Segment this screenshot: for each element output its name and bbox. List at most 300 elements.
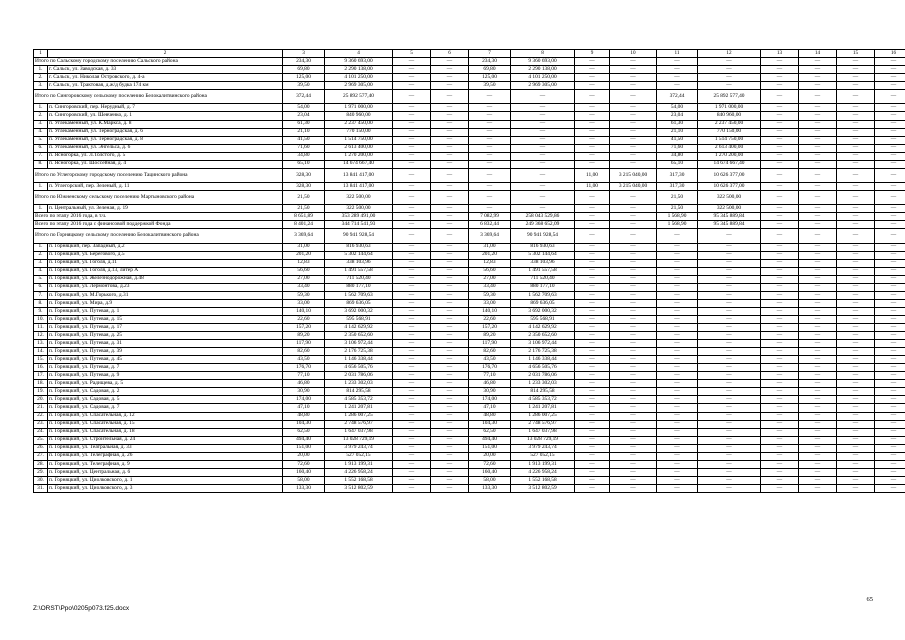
value-cell: 10 626 377,00 xyxy=(698,182,761,190)
value-cell: — xyxy=(837,468,875,476)
value-cell: — xyxy=(469,144,511,152)
value-cell: — xyxy=(698,299,761,307)
value-cell: — xyxy=(610,66,657,74)
value-cell: — xyxy=(799,120,837,128)
address-cell: п. Сингоровский, пер. Нерудный, д. 7 xyxy=(48,104,283,112)
value-cell: — xyxy=(575,315,610,323)
value-cell: — xyxy=(761,484,799,492)
address-cell: п. Ясногорка, ул. Шоссейная, д. 4 xyxy=(48,160,283,168)
value-cell: — xyxy=(393,152,431,160)
value-cell: — xyxy=(431,380,469,388)
value-cell: 595 568,91 xyxy=(325,315,393,323)
value-cell: — xyxy=(875,120,905,128)
value-cell: — xyxy=(761,356,799,364)
address-cell: п. Горняцкий, ул. Телеграфная, д. 9 xyxy=(48,460,283,468)
value-cell: 65,10 xyxy=(283,160,325,168)
value-cell: 2 613 400,00 xyxy=(325,144,393,152)
value-cell: — xyxy=(875,229,905,243)
value-cell: — xyxy=(799,460,837,468)
value-cell: — xyxy=(610,120,657,128)
value-cell: — xyxy=(511,112,575,120)
value-cell: — xyxy=(610,205,657,213)
value-cell: — xyxy=(575,243,610,251)
value-cell: — xyxy=(431,229,469,243)
row-number: 3. xyxy=(34,120,48,128)
value-cell: — xyxy=(431,299,469,307)
value-cell: — xyxy=(761,229,799,243)
value-cell: — xyxy=(875,291,905,299)
value-cell: 1 241 207,81 xyxy=(511,404,575,412)
value-cell: — xyxy=(875,348,905,356)
value-cell: — xyxy=(657,420,698,428)
value-cell: — xyxy=(393,191,431,205)
value-cell: 140,10 xyxy=(283,307,325,315)
value-cell: 1 146 338,44 xyxy=(325,356,393,364)
table-row xyxy=(34,364,905,372)
row-number: 16. xyxy=(34,364,48,372)
address-cell: п. Горняцкий, пер. Западный, д.2 xyxy=(48,243,283,251)
value-cell: — xyxy=(469,168,511,182)
value-cell: — xyxy=(698,364,761,372)
value-cell: — xyxy=(837,291,875,299)
row-number: 19. xyxy=(34,388,48,396)
value-cell: — xyxy=(610,484,657,492)
value-cell: 344 714 541,93 xyxy=(325,221,393,229)
value-cell: — xyxy=(610,191,657,205)
value-cell: — xyxy=(431,66,469,74)
value-cell: 816 930,63 xyxy=(325,243,393,251)
value-cell: — xyxy=(657,340,698,348)
value-cell: 69,80 xyxy=(283,66,325,74)
value-cell: — xyxy=(837,428,875,436)
address-cell: п. Горняцкий, ул. М.Горького, д.31 xyxy=(48,291,283,299)
value-cell: — xyxy=(431,420,469,428)
value-cell: — xyxy=(469,90,511,104)
value-cell: — xyxy=(875,396,905,404)
value-cell: — xyxy=(393,324,431,332)
value-cell: — xyxy=(761,324,799,332)
value-cell: — xyxy=(875,340,905,348)
value-cell: — xyxy=(511,191,575,205)
value-cell: — xyxy=(575,348,610,356)
value-cell: — xyxy=(761,315,799,323)
value-cell: — xyxy=(799,144,837,152)
value-cell: — xyxy=(837,396,875,404)
value-cell: — xyxy=(799,205,837,213)
row-number: 12. xyxy=(34,332,48,340)
value-cell: 11,00 xyxy=(575,182,610,190)
value-cell: — xyxy=(875,436,905,444)
address-cell: п. Горняцкий, ул. Спасательная, д. 18 xyxy=(48,428,283,436)
address-cell: п. Горняцкий, ул. Мира, д.9 xyxy=(48,299,283,307)
value-cell: — xyxy=(657,396,698,404)
address-cell: п. Горняцкий, ул. Телеграфная, д. 26 xyxy=(48,452,283,460)
value-cell: — xyxy=(431,251,469,259)
table-row xyxy=(34,299,905,307)
value-cell: 33,00 xyxy=(283,299,325,307)
value-cell: 595 568,91 xyxy=(511,315,575,323)
value-cell: — xyxy=(761,372,799,380)
value-cell: 1 568,90 xyxy=(657,221,698,229)
value-cell: — xyxy=(875,484,905,492)
value-cell: — xyxy=(431,160,469,168)
value-cell: — xyxy=(799,221,837,229)
value-cell: — xyxy=(698,275,761,283)
value-cell: — xyxy=(657,58,698,66)
value-cell: 372,44 xyxy=(657,90,698,104)
value-cell: — xyxy=(875,315,905,323)
value-cell: — xyxy=(875,128,905,136)
value-cell: — xyxy=(657,324,698,332)
value-cell: — xyxy=(657,364,698,372)
value-cell: — xyxy=(575,356,610,364)
value-cell: 1 552 168,58 xyxy=(325,476,393,484)
value-cell: — xyxy=(511,104,575,112)
value-cell: 1 286 007,25 xyxy=(511,412,575,420)
value-cell: — xyxy=(837,104,875,112)
value-cell: 72,60 xyxy=(469,460,511,468)
value-cell: — xyxy=(875,307,905,315)
value-cell: — xyxy=(431,112,469,120)
value-cell: — xyxy=(799,364,837,372)
table-row xyxy=(34,396,905,404)
value-cell: — xyxy=(698,356,761,364)
value-cell: — xyxy=(393,243,431,251)
value-cell: 174,00 xyxy=(469,396,511,404)
value-cell: 54,00 xyxy=(283,104,325,112)
row-number: 4. xyxy=(34,267,48,275)
value-cell: — xyxy=(761,191,799,205)
value-cell: — xyxy=(469,205,511,213)
value-cell: — xyxy=(610,436,657,444)
address-cell: п. Горняцкий, ул. Гоголя, д.11 xyxy=(48,259,283,267)
value-cell: 1 562 709,63 xyxy=(511,291,575,299)
row-number: 1. xyxy=(34,205,48,213)
column-number: 14 xyxy=(799,50,837,58)
value-cell: — xyxy=(761,460,799,468)
value-cell: 234,30 xyxy=(469,58,511,66)
row-number: 3. xyxy=(34,259,48,267)
value-cell: 10 626 377,00 xyxy=(698,168,761,182)
value-cell: — xyxy=(799,332,837,340)
value-cell: — xyxy=(610,229,657,243)
column-number: 1 xyxy=(34,50,48,58)
value-cell: — xyxy=(575,213,610,221)
value-cell: 328,30 xyxy=(283,182,325,190)
value-cell: 527 052,15 xyxy=(325,452,393,460)
value-cell: 7 082,99 xyxy=(469,213,511,221)
value-cell: 2 031 786,06 xyxy=(325,372,393,380)
value-cell: — xyxy=(431,348,469,356)
value-cell: 338 103,96 xyxy=(511,259,575,267)
value-cell: 21,50 xyxy=(657,191,698,205)
value-cell: — xyxy=(698,348,761,356)
value-cell: 869 636,05 xyxy=(325,299,393,307)
table-row xyxy=(34,388,905,396)
value-cell: — xyxy=(698,324,761,332)
value-cell: — xyxy=(837,283,875,291)
value-cell: — xyxy=(393,221,431,229)
value-cell: 13 841 417,00 xyxy=(325,168,393,182)
value-cell: — xyxy=(799,82,837,90)
address-cell: п. Углекаменный, ул. К.Маркса, д. 8 xyxy=(48,120,283,128)
value-cell: — xyxy=(610,460,657,468)
address-cell: п. Горняцкий, ул. Театральная, д. 33 xyxy=(48,444,283,452)
value-cell: — xyxy=(431,74,469,82)
address-cell: п. Горняцкий, ул. Строительная, д. 24 xyxy=(48,436,283,444)
value-cell: — xyxy=(393,460,431,468)
value-cell: 25 892 577,40 xyxy=(325,90,393,104)
value-cell: 95 345 889,84 xyxy=(698,221,761,229)
table-row xyxy=(34,128,905,136)
table-row xyxy=(34,205,905,213)
value-cell: 3 369,64 xyxy=(469,229,511,243)
address-cell: п. Центральный, ул. Зеленая, д. 19 xyxy=(48,205,283,213)
value-cell: — xyxy=(875,66,905,74)
value-cell: 338 103,96 xyxy=(325,259,393,267)
value-cell: 3 512 802,59 xyxy=(325,484,393,492)
value-cell: — xyxy=(469,152,511,160)
value-cell: — xyxy=(575,283,610,291)
value-cell: — xyxy=(837,436,875,444)
value-cell: 89,20 xyxy=(283,332,325,340)
value-cell: — xyxy=(393,412,431,420)
value-cell: — xyxy=(575,324,610,332)
value-cell: — xyxy=(799,251,837,259)
value-cell: — xyxy=(698,251,761,259)
value-cell: — xyxy=(761,251,799,259)
value-cell: 157,20 xyxy=(283,324,325,332)
row-number: 1. xyxy=(34,182,48,190)
address-cell: п. Горняцкий, ул. Путевая, д. 7 xyxy=(48,364,283,372)
value-cell: — xyxy=(393,275,431,283)
value-cell: 104,30 xyxy=(469,420,511,428)
value-cell: 2 290 138,00 xyxy=(325,66,393,74)
address-cell: п. Горняцкий, ул. Путевая, д. 45 xyxy=(48,356,283,364)
value-cell: — xyxy=(610,299,657,307)
value-cell: — xyxy=(610,364,657,372)
value-cell: — xyxy=(698,428,761,436)
value-cell: 4 585 353,72 xyxy=(325,396,393,404)
value-cell: — xyxy=(469,104,511,112)
row-number: 28. xyxy=(34,460,48,468)
value-cell: 14 674 667,40 xyxy=(698,160,761,168)
value-cell: 39,50 xyxy=(283,82,325,90)
value-cell: — xyxy=(837,259,875,267)
value-cell: — xyxy=(837,160,875,168)
value-cell: — xyxy=(610,267,657,275)
value-cell: 22,60 xyxy=(283,315,325,323)
value-cell: — xyxy=(698,460,761,468)
value-cell: 90 941 928,54 xyxy=(511,229,575,243)
table-row xyxy=(34,82,905,90)
table-row xyxy=(34,315,905,323)
value-cell: — xyxy=(799,213,837,221)
value-cell: — xyxy=(469,191,511,205)
value-cell: — xyxy=(575,299,610,307)
value-cell: — xyxy=(610,283,657,291)
address-cell: п. Горняцкий, ул. Садовая, д. 7 xyxy=(48,404,283,412)
value-cell: — xyxy=(875,275,905,283)
value-cell: — xyxy=(575,205,610,213)
value-cell: 157,20 xyxy=(469,324,511,332)
value-cell: — xyxy=(761,90,799,104)
value-cell: 322 500,00 xyxy=(698,191,761,205)
value-cell: — xyxy=(431,291,469,299)
value-cell: — xyxy=(799,191,837,205)
value-cell: — xyxy=(761,428,799,436)
value-cell: — xyxy=(875,420,905,428)
table-row xyxy=(34,144,905,152)
value-cell: — xyxy=(875,112,905,120)
row-number: 14. xyxy=(34,348,48,356)
value-cell: — xyxy=(761,160,799,168)
value-cell: — xyxy=(875,58,905,66)
value-cell: — xyxy=(837,332,875,340)
value-cell: — xyxy=(799,420,837,428)
value-cell: — xyxy=(575,58,610,66)
value-cell: — xyxy=(799,307,837,315)
column-number: 2 xyxy=(48,50,283,58)
value-cell: — xyxy=(575,364,610,372)
value-cell: — xyxy=(698,283,761,291)
value-cell: 58,00 xyxy=(469,476,511,484)
value-cell: — xyxy=(575,476,610,484)
value-cell: — xyxy=(575,152,610,160)
value-cell: — xyxy=(575,484,610,492)
value-cell: — xyxy=(575,420,610,428)
value-cell: — xyxy=(698,380,761,388)
value-cell: — xyxy=(431,104,469,112)
value-cell: — xyxy=(698,372,761,380)
value-cell: 2 350 652,60 xyxy=(511,332,575,340)
value-cell: — xyxy=(698,66,761,74)
value-cell: — xyxy=(610,128,657,136)
value-cell: — xyxy=(837,74,875,82)
value-cell: — xyxy=(657,404,698,412)
value-cell: 816 930,63 xyxy=(511,243,575,251)
value-cell: 1 514 750,00 xyxy=(325,136,393,144)
address-cell: п. Горняцкий, ул. Садовая, д. 5 xyxy=(48,396,283,404)
value-cell: — xyxy=(393,160,431,168)
value-cell: — xyxy=(875,136,905,144)
value-cell: — xyxy=(610,74,657,82)
value-cell: 249 368 652,09 xyxy=(511,221,575,229)
value-cell: — xyxy=(837,243,875,251)
value-cell: — xyxy=(761,444,799,452)
value-cell: — xyxy=(575,144,610,152)
value-cell: — xyxy=(875,476,905,484)
value-cell: — xyxy=(799,412,837,420)
table-row xyxy=(34,291,905,299)
value-cell: — xyxy=(875,213,905,221)
value-cell: — xyxy=(575,275,610,283)
value-cell: 372,44 xyxy=(283,90,325,104)
value-cell: — xyxy=(431,404,469,412)
address-cell: п. Горняцкий, ул. Спасательная, д. 15 xyxy=(48,420,283,428)
value-cell: — xyxy=(761,436,799,444)
value-cell: — xyxy=(575,74,610,82)
value-cell: — xyxy=(837,90,875,104)
value-cell: 62,50 xyxy=(283,428,325,436)
value-cell: — xyxy=(431,315,469,323)
value-cell: — xyxy=(393,444,431,452)
value-cell: — xyxy=(393,136,431,144)
value-cell: 328,30 xyxy=(283,168,325,182)
value-cell: 4 656 505,76 xyxy=(325,364,393,372)
value-cell: — xyxy=(698,58,761,66)
value-cell: — xyxy=(761,420,799,428)
value-cell: 125,00 xyxy=(283,74,325,82)
value-cell: — xyxy=(431,324,469,332)
value-cell: — xyxy=(761,388,799,396)
header-row xyxy=(34,50,905,58)
value-cell: — xyxy=(799,275,837,283)
value-cell: — xyxy=(875,372,905,380)
value-cell: — xyxy=(875,267,905,275)
value-cell: 25 892 577,40 xyxy=(698,90,761,104)
value-cell: — xyxy=(610,380,657,388)
value-cell: 77,10 xyxy=(283,372,325,380)
value-cell: — xyxy=(575,332,610,340)
table-row xyxy=(34,283,905,291)
value-cell: — xyxy=(575,160,610,168)
value-cell: — xyxy=(575,436,610,444)
value-cell: — xyxy=(837,213,875,221)
value-cell: — xyxy=(837,460,875,468)
address-cell: п. Горняцкий, ул. Берегового, д.5 xyxy=(48,251,283,259)
value-cell: — xyxy=(761,299,799,307)
value-cell: — xyxy=(837,66,875,74)
value-cell: — xyxy=(837,168,875,182)
value-cell: — xyxy=(431,412,469,420)
value-cell: 33,00 xyxy=(469,299,511,307)
value-cell: — xyxy=(610,160,657,168)
value-cell: — xyxy=(431,356,469,364)
row-number: 30. xyxy=(34,476,48,484)
value-cell: — xyxy=(657,356,698,364)
value-cell: — xyxy=(837,205,875,213)
column-number: 10 xyxy=(610,50,657,58)
value-cell: — xyxy=(393,348,431,356)
value-cell: — xyxy=(575,191,610,205)
value-cell: — xyxy=(875,160,905,168)
table-row xyxy=(34,120,905,128)
value-cell: — xyxy=(761,275,799,283)
table-row xyxy=(34,66,905,74)
value-cell: — xyxy=(799,168,837,182)
value-cell: — xyxy=(610,444,657,452)
value-cell: — xyxy=(761,380,799,388)
value-cell: 82,60 xyxy=(283,348,325,356)
value-cell: — xyxy=(575,128,610,136)
value-cell: 46,80 xyxy=(283,380,325,388)
address-cell: п. Горняцкий, ул. Путевая, д. 17 xyxy=(48,324,283,332)
value-cell: — xyxy=(431,428,469,436)
value-cell: 71,60 xyxy=(657,144,698,152)
value-cell: 104,30 xyxy=(283,420,325,428)
file-path: Z:\ORST\Ppo\0205p073.f25.docx xyxy=(33,605,130,612)
value-cell: — xyxy=(393,291,431,299)
value-cell: — xyxy=(610,213,657,221)
value-cell: — xyxy=(393,82,431,90)
value-cell: — xyxy=(799,436,837,444)
value-cell: — xyxy=(610,476,657,484)
value-cell: — xyxy=(799,160,837,168)
value-cell: — xyxy=(761,476,799,484)
value-cell: — xyxy=(875,191,905,205)
value-cell: — xyxy=(837,182,875,190)
